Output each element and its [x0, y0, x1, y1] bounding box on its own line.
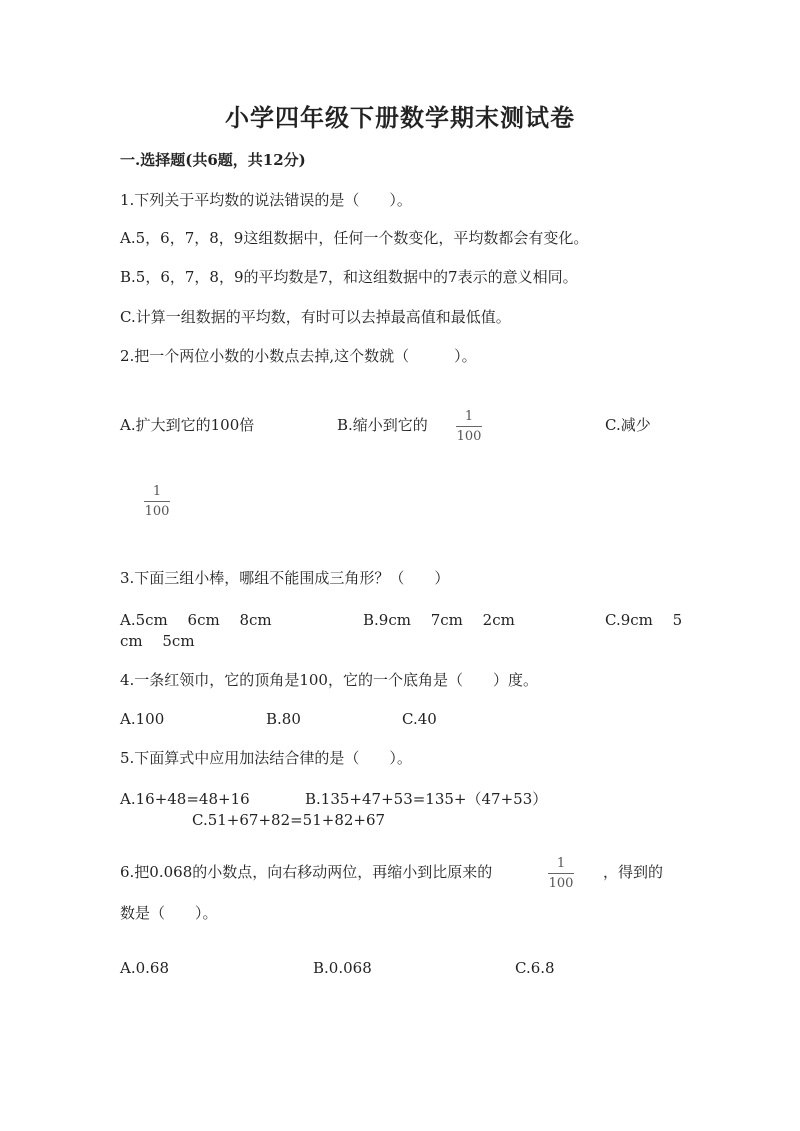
fraction-numerator: 1 — [556, 856, 566, 871]
fraction-denominator: 100 — [144, 504, 170, 519]
question-6-stem: 6.把0.068的小数点，向右移动两位，再缩小到比原来的 — [120, 863, 493, 881]
question-3-option-c: C.9cm 5 — [605, 611, 683, 629]
question-5-option-b: B.135+47+53=135+（47+53） — [305, 790, 548, 808]
fraction-numerator: 1 — [464, 409, 474, 424]
fraction-numerator: 1 — [152, 484, 162, 499]
fraction-denominator: 100 — [548, 876, 574, 891]
question-3-option-c-wrap: cm 5cm — [120, 632, 195, 650]
question-2-option-c-fraction — [144, 484, 170, 520]
question-2-option-b-fraction — [456, 409, 482, 445]
question-3-stem: 3.下面三组小棒，哪组不能围成三角形？（ ） — [120, 569, 450, 587]
fraction-bar — [456, 426, 482, 427]
question-5-option-a: A.16+48=48+16 — [120, 790, 250, 808]
question-4-option-c: C.40 — [402, 710, 437, 728]
question-6-stem-tail: ，得到的 — [603, 863, 664, 881]
question-5-stem: 5.下面算式中应用加法结合律的是（ ）。 — [120, 749, 412, 767]
page-title: 小学四年级下册数学期末测试卷 — [225, 103, 575, 132]
question-3-option-b: B.9cm 7cm 2cm — [363, 611, 515, 629]
section-heading: 一.选择题(共6题，共12分) — [120, 151, 306, 169]
question-1-option-c: C.计算一组数据的平均数，有时可以去掉最高值和最低值。 — [120, 308, 511, 326]
question-5-option-c: C.51+67+82=51+82+67 — [192, 811, 386, 829]
fraction-denominator: 100 — [456, 429, 482, 444]
fraction-bar — [144, 501, 170, 502]
question-1-stem: 1.下列关于平均数的说法错误的是（ ）。 — [120, 191, 412, 209]
question-6-option-c: C.6.8 — [515, 959, 555, 977]
question-4-option-b: B.80 — [266, 710, 301, 728]
question-6-option-b: B.0.068 — [313, 959, 372, 977]
fraction-bar — [548, 873, 574, 874]
question-6-stem-line2: 数是（ ）。 — [120, 904, 218, 922]
question-2-option-c: C.减少 — [605, 416, 651, 434]
question-6-option-a: A.0.68 — [120, 959, 169, 977]
question-2-stem: 2.把一个两位小数的小数点去掉,这个数就（ ）。 — [120, 347, 477, 365]
question-2-option-b: B.缩小到它的 — [337, 416, 428, 434]
question-6-fraction — [548, 856, 574, 892]
question-1-option-b: B.5，6，7，8，9的平均数是7，和这组数据中的7表示的意义相同。 — [120, 268, 578, 286]
question-2-option-a: A.扩大到它的100倍 — [120, 416, 255, 434]
question-1-option-a: A.5，6，7，8，9这组数据中，任何一个数变化，平均数都会有变化。 — [120, 229, 589, 247]
question-4-option-a: A.100 — [120, 710, 165, 728]
question-4-stem: 4.一条红领巾，它的顶角是100，它的一个底角是（ ）度。 — [120, 671, 538, 689]
question-3-option-a: A.5cm 6cm 8cm — [120, 611, 272, 629]
